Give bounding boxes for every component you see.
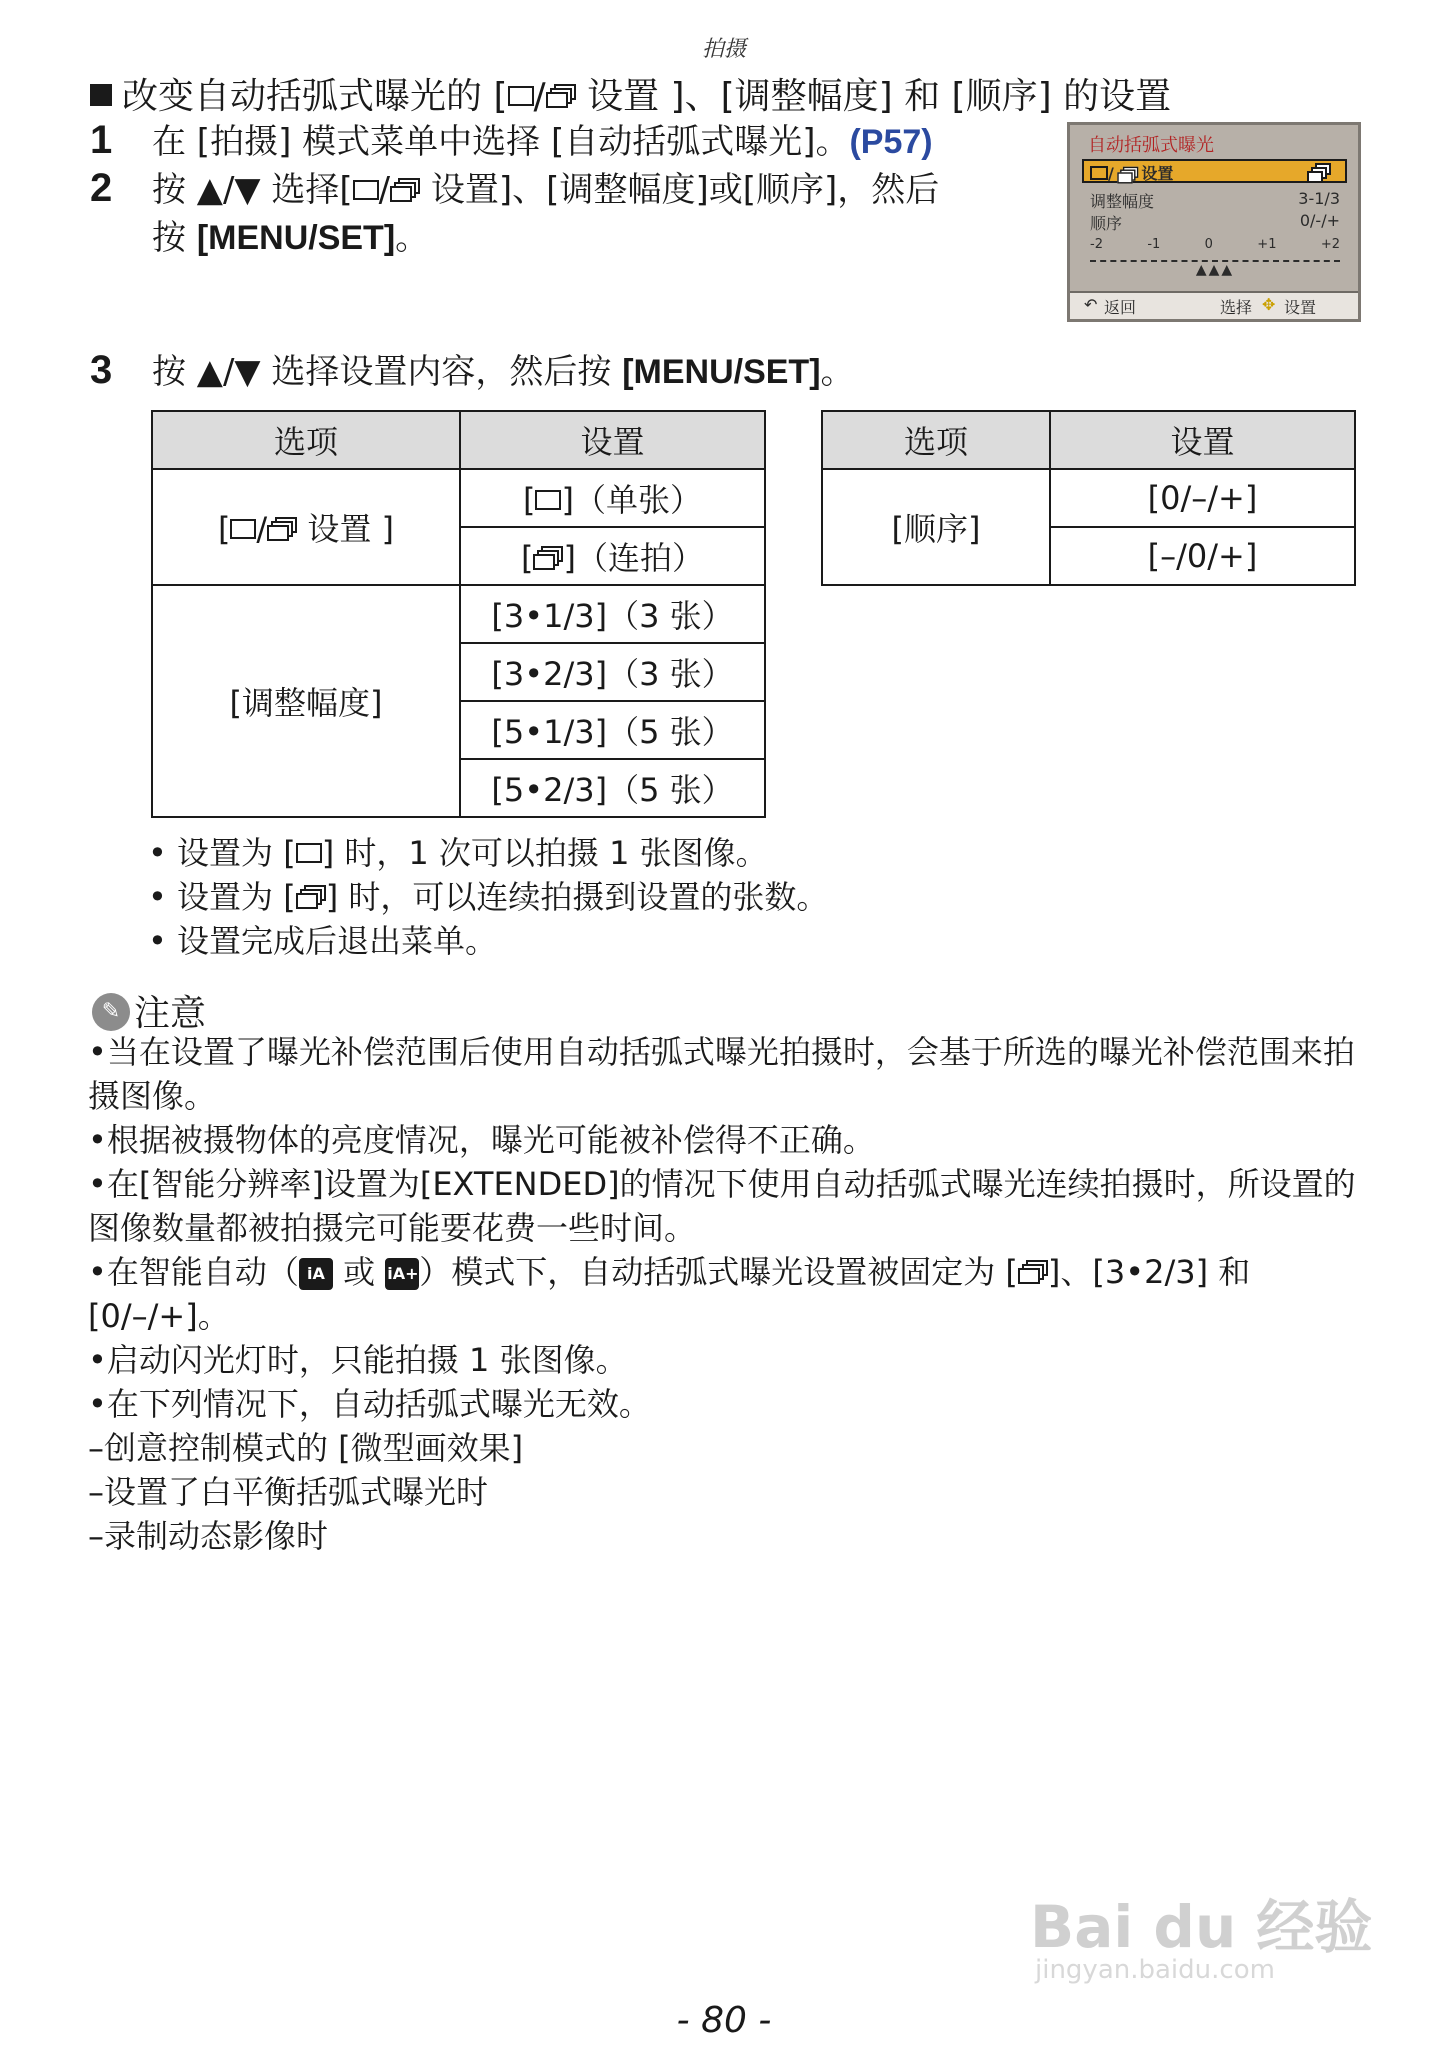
note-item: •在智能自动（ iA 或 iA+）模式下，自动括弧式曝光设置被固定为 [ ]、[3•2/3] 和 [0/–/+]。 bbox=[88, 1253, 1251, 1335]
note-subitem: –录制动态影像时 bbox=[88, 1517, 329, 1555]
lcd-bottom-bar: ↶ 返回 选择 ✥ 设置 bbox=[1070, 291, 1358, 319]
table-header: 选项 bbox=[822, 411, 1050, 469]
table-value-cell: [5•1/3]（5 张） bbox=[460, 701, 765, 759]
baidu-watermark-url: jingyan.baidu.com bbox=[1035, 1955, 1275, 1985]
table-option-cell: [调整幅度] bbox=[152, 585, 460, 817]
single-shot-icon bbox=[296, 843, 322, 863]
note-heading: ✎ 注意 bbox=[92, 985, 206, 1036]
note-subitem: –创意控制模式的 [微型画效果] bbox=[88, 1429, 524, 1467]
step-number: 3 bbox=[90, 348, 113, 392]
note-item: •在下列情况下，自动括弧式曝光无效。 bbox=[88, 1385, 651, 1423]
page-number: - 80 - bbox=[676, 2000, 772, 2041]
note-item: •启动闪光灯时，只能拍摄 1 张图像。 bbox=[88, 1341, 628, 1379]
note-subitem: –设置了白平衡括弧式曝光时 bbox=[88, 1473, 489, 1511]
page-link[interactable]: (P57) bbox=[849, 123, 933, 161]
scale-label: 0 bbox=[1204, 237, 1213, 252]
step-2-line2: 按 [MENU/SET]。 bbox=[152, 218, 430, 258]
bullet-item: • 设置为 [ ] 时，1 次可以拍摄 1 张图像。 bbox=[148, 834, 768, 872]
page-header: 拍摄 bbox=[701, 37, 746, 62]
burst-icon bbox=[1307, 163, 1337, 187]
single-shot-icon bbox=[535, 490, 561, 510]
table-value-cell: [ ]（单张） bbox=[460, 469, 765, 527]
bullet-item: • 设置为 [ ] 时，可以连续拍摄到设置的张数。 bbox=[148, 878, 829, 916]
table-value-cell: [3•1/3]（3 张） bbox=[460, 585, 765, 643]
scale-label: +1 bbox=[1257, 237, 1277, 252]
lcd-row-label: 调整幅度 bbox=[1090, 192, 1155, 211]
section-title: 改变自动括弧式曝光的 [ / 设置 ]、[调整幅度] 和 [顺序] 的设置 bbox=[90, 68, 1171, 119]
lcd-row-value: 3-1/3 bbox=[1298, 189, 1340, 208]
lcd-row-value: 0/-/+ bbox=[1299, 211, 1340, 230]
note-item: •在[智能分辨率]设置为[EXTENDED]的情况下使用自动括弧式曝光连续拍摄时，所设置的图像数量都被拍摄完可能要花费一些时间。 bbox=[88, 1165, 1356, 1247]
camera-lcd-screen bbox=[1067, 122, 1361, 322]
return-icon: ↶ bbox=[1084, 295, 1098, 314]
note-item: •当在设置了曝光补偿范围后使用自动括弧式曝光拍摄时，会基于所选的曝光补偿范围来拍摄图像。 bbox=[88, 1033, 1355, 1115]
table-value-cell: [0/–/+] bbox=[1050, 469, 1355, 527]
table-value-cell: [ ]（连拍） bbox=[460, 527, 765, 585]
single-shot-icon bbox=[508, 86, 534, 106]
settings-table-left bbox=[151, 410, 766, 818]
step-3-text: 按 ▲/▼ 选择设置内容，然后按 [MENU/SET]。 bbox=[152, 352, 855, 392]
bullet-item: • 设置完成后退出菜单。 bbox=[148, 922, 498, 960]
single-shot-icon bbox=[353, 180, 379, 200]
burst-icon bbox=[1018, 1260, 1048, 1284]
burst-icon bbox=[267, 517, 297, 541]
burst-icon bbox=[533, 546, 563, 570]
baidu-watermark-logo: Bai du 经验 bbox=[1030, 1893, 1373, 1961]
settings-table-right bbox=[821, 410, 1356, 586]
lcd-selected-row: / 设置 bbox=[1082, 159, 1347, 183]
step-number: 2 bbox=[90, 166, 113, 210]
single-shot-icon bbox=[230, 519, 256, 539]
step-2-line1: 按 ▲/▼ 选择[ / 设置]、[调整幅度]或[顺序]，然后 bbox=[152, 170, 940, 210]
lcd-exposure-scale bbox=[1090, 237, 1340, 278]
table-value-cell: [5•2/3]（5 张） bbox=[460, 759, 765, 817]
burst-icon bbox=[296, 885, 326, 909]
lcd-title: 自动括弧式曝光 bbox=[1088, 135, 1214, 156]
step-1-text: 在 [拍摄] 模式菜单中选择 [自动括弧式曝光]。(P57) bbox=[152, 122, 933, 162]
table-header: 选项 bbox=[152, 411, 460, 469]
bracket-markers: ▲▲▲ bbox=[1195, 262, 1235, 278]
cross-key-icon: ✥ bbox=[1262, 295, 1276, 314]
single-shot-icon bbox=[1090, 166, 1108, 180]
scale-label: +2 bbox=[1320, 237, 1340, 252]
table-value-cell: [3•2/3]（3 张） bbox=[460, 643, 765, 701]
pencil-icon: ✎ bbox=[92, 993, 130, 1031]
table-header: 设置 bbox=[1050, 411, 1355, 469]
burst-icon bbox=[390, 178, 420, 202]
burst-icon bbox=[546, 84, 576, 108]
table-option-cell: [ / 设置 ] bbox=[152, 469, 460, 585]
intelligent-auto-icon: iA bbox=[299, 1258, 333, 1290]
table-option-cell: [顺序] bbox=[822, 469, 1050, 585]
table-value-cell: [–/0/+] bbox=[1050, 527, 1355, 585]
scale-label: -2 bbox=[1090, 237, 1103, 252]
intelligent-auto-plus-icon: iA+ bbox=[385, 1258, 419, 1290]
scale-label: -1 bbox=[1147, 237, 1161, 252]
table-header: 设置 bbox=[460, 411, 765, 469]
step-number: 1 bbox=[90, 118, 113, 162]
burst-icon bbox=[1117, 166, 1132, 179]
lcd-row-label: 顺序 bbox=[1090, 214, 1123, 233]
square-bullet-icon bbox=[90, 84, 112, 106]
note-item: •根据被摄物体的亮度情况，曝光可能被补偿得不正确。 bbox=[88, 1121, 875, 1159]
